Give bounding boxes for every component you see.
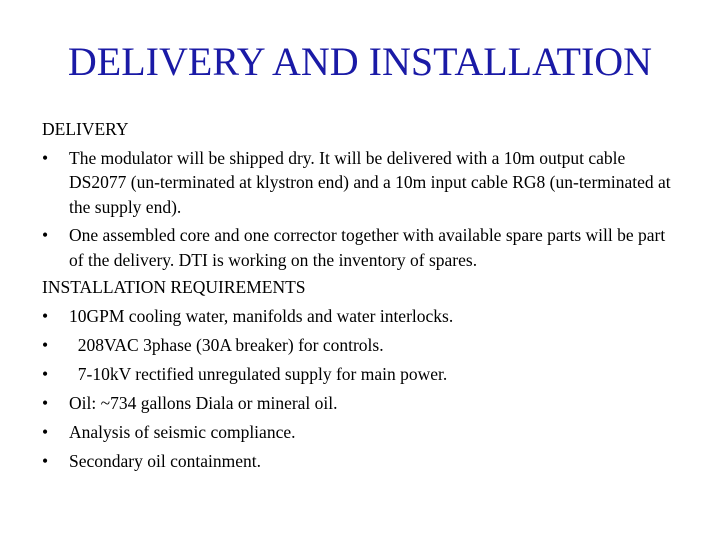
installation-list (42, 304, 682, 474)
bullet-icon: • (42, 225, 49, 245)
bullet-icon: • (42, 363, 49, 384)
section-heading-installation: INSTALLATION REQUIREMENTS (42, 277, 306, 297)
list-item (42, 146, 682, 220)
bullet-icon: • (42, 450, 49, 471)
list-item (42, 449, 682, 474)
list-item (42, 391, 682, 416)
list-item-text: 208VAC 3phase (30A breaker) for controls. (69, 334, 384, 355)
delivery-section (42, 117, 682, 272)
list-item (42, 333, 682, 358)
list-item-text: 7-10kV rectified unregulated supply for main power. (69, 363, 448, 384)
section-heading-delivery: DELIVERY (42, 119, 129, 139)
bullet-icon: • (42, 392, 49, 413)
list-item-text: 10GPM cooling water, manifolds and water interlocks. (69, 305, 454, 326)
bullet-icon: • (42, 421, 49, 442)
list-item-text: One assembled core and one corrector together with available spare parts will be part of the delivery. DTI is working on the inventory of spares. (69, 225, 666, 270)
list-item-text: Secondary oil containment. (69, 450, 261, 471)
bullet-icon: • (42, 334, 49, 355)
bullet-icon: • (42, 147, 49, 168)
list-item (42, 304, 682, 329)
list-item-text: Analysis of seismic compliance. (69, 421, 296, 442)
slide-title: DELIVERY AND INSTALLATION (67, 39, 653, 84)
list-item (42, 223, 682, 272)
list-item (42, 420, 682, 445)
list-item (42, 362, 682, 387)
list-item-text: Oil: ~734 gallons Diala or mineral oil. (69, 392, 338, 413)
delivery-list (42, 146, 682, 273)
bullet-icon: • (42, 305, 49, 326)
installation-section (42, 275, 682, 473)
list-item-text: The modulator will be shipped dry. It will be delivered with a 10m output cable DS2077 (un-terminated at klystron end) and a 10m input cable RG8 (un-terminated at the supply end). (69, 147, 671, 217)
slide-body (42, 117, 682, 473)
